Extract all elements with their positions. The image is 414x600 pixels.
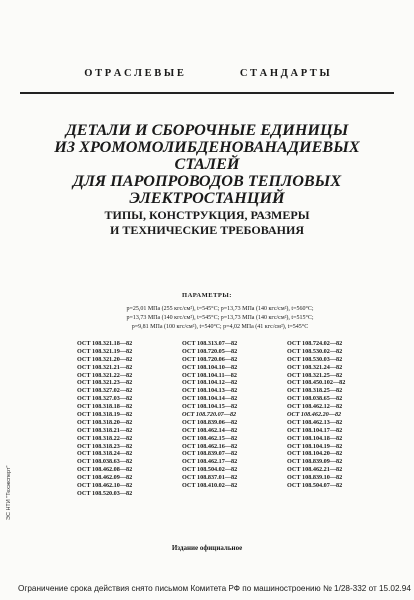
official-edition-note: Издание официальное (171, 544, 243, 552)
standard-entry: ОСТ 108.839.07—82 (182, 450, 238, 458)
standard-entry: ОСТ 108.104.18—82 (287, 434, 343, 442)
standard-entry: ОСТ 108.104.15—82 (182, 403, 238, 411)
standard-entry: ОСТ 108.720.07—82 (182, 411, 237, 419)
side-watermark: ЭС НТИ "Техэксперт" (6, 465, 12, 520)
footer-note: Ограничение срока действия снято письмом Комитета РФ по машиностроению № 1/28-332 от 15.02.94 (18, 584, 411, 593)
standard-entry: ОСТ 108.839.06—82 (182, 418, 238, 426)
standard-entry: ОСТ 108.327.03—82 (77, 395, 133, 403)
parameter-line: p=25,01 МПа (255 кгс/см²), t=545°С; p=13,73 МПа (140 кгс/см²), t=560°С; (126, 306, 314, 312)
standard-entry: ОСТ 108.104.11—82 (182, 371, 237, 379)
standard-entry: ОСТ 108.462.14—82 (182, 426, 238, 434)
subtitle-line: И ТЕХНИЧЕСКИЕ ТРЕБОВАНИЯ (110, 223, 304, 237)
title-line: ДЕТАЛИ И СБОРОЧНЫЕ ЕДИНИЦЫ (65, 121, 349, 139)
standard-entry: ОСТ 108.321.18—82 (77, 340, 133, 347)
standard-entry: ОСТ 108.104.12—82 (182, 379, 238, 387)
standard-entry: ОСТ 108.504.02—82 (182, 466, 238, 474)
standard-entry: ОСТ 108.318.23—82 (77, 442, 133, 450)
series-word-1: О Т Р А С Л Е В Ы Е (84, 68, 184, 79)
title-line: ДЛЯ ПАРОПРОВОДОВ ТЕПЛОВЫХ (72, 172, 342, 190)
standard-entry: ОСТ 108.038.65—82 (287, 395, 343, 403)
standard-entry: ОСТ 108.462.17—82 (182, 458, 238, 466)
header-rule (20, 92, 394, 94)
standard-entry: ОСТ 108.104.20—82 (287, 450, 343, 458)
standard-entry: ОСТ 108.318.21—82 (77, 426, 133, 434)
series-word-2: С Т А Н Д А Р Т Ы (239, 68, 330, 79)
parameters-heading: ПАРАМЕТРЫ: (182, 292, 232, 299)
standard-entry: ОСТ 108.450.102—82 (287, 379, 346, 387)
standard-entry: ОСТ 108.462.21—82 (287, 466, 343, 474)
standard-entry: ОСТ 108.530.03—82 (287, 355, 343, 363)
standard-entry: ОСТ 108.318.18—82 (77, 403, 133, 411)
series-heading (0, 68, 414, 79)
standard-entry: ОСТ 108.321.19—82 (77, 347, 133, 355)
standard-entry: ОСТ 108.321.24—82 (287, 363, 343, 371)
standards-column-3 (287, 340, 345, 490)
standard-entry: ОСТ 108.462.10—82 (77, 482, 133, 490)
standard-entry: ОСТ 108.318.25—82 (287, 387, 343, 395)
standard-entry: ОСТ 108.720.05—82 (182, 347, 238, 355)
standard-entry: ОСТ 108.837.01—82 (182, 474, 238, 482)
standard-entry: ОСТ 108.462.20—82 (287, 411, 342, 419)
document-subtitle (40, 208, 374, 238)
standard-entry: ОСТ 108.530.02—82 (287, 347, 343, 355)
standard-entry: ОСТ 108.462.13—82 (287, 418, 343, 426)
standard-entry: ОСТ 108.462.08—82 (77, 466, 133, 474)
document-title (40, 122, 374, 207)
standard-entry: ОСТ 108.104.13—82 (182, 387, 238, 395)
standard-entry: ОСТ 108.104.17—82 (287, 426, 343, 434)
standard-entry: ОСТ 108.104.19—82 (287, 442, 343, 450)
subtitle-line: ТИПЫ, КОНСТРУКЦИЯ, РАЗМЕРЫ (104, 208, 310, 222)
standard-entry: ОСТ 108.520.03—82 (77, 489, 133, 497)
title-line: ИЗ ХРОМОМОЛИБДЕНОВАНАДИЕВЫХ СТАЛЕЙ (54, 138, 360, 173)
standard-entry: ОСТ 108.720.06—82 (182, 355, 238, 363)
standard-entry: ОСТ 108.104.14—82 (182, 395, 238, 403)
standard-entry: ОСТ 108.321.23—82 (77, 379, 133, 387)
standard-entry: ОСТ 108.839.10—82 (287, 474, 343, 482)
standard-entry: ОСТ 108.318.20—82 (77, 418, 133, 426)
standard-entry: ОСТ 108.462.15—82 (182, 434, 238, 442)
standard-entry: ОСТ 108.318.22—82 (77, 434, 133, 442)
standard-entry: ОСТ 108.321.21—82 (77, 363, 133, 371)
standard-entry: ОСТ 108.104.10—82 (182, 363, 238, 371)
standards-column-1 (77, 340, 132, 498)
standard-entry: ОСТ 108.327.02—82 (77, 387, 133, 395)
standard-entry: ОСТ 108.462.09—82 (77, 474, 133, 482)
standard-entry: ОСТ 108.038.63—82 (77, 458, 133, 466)
standard-entry: ОСТ 108.318.19—82 (77, 411, 133, 419)
standard-entry: ОСТ 108.839.09—82 (287, 458, 343, 466)
standard-entry: ОСТ 108.504.07—82 (287, 482, 343, 490)
parameter-line: p=9,81 МПа (100 кгс/см²), t=540°С; p=4,02 МПа (41 кгс/см²), t=545°С (131, 324, 309, 330)
parameter-line: p=13,73 МПа (140 кгс/см²), t=545°С; p=13,73 МПа (140 кгс/см²), t=515°С; (126, 315, 314, 321)
standard-entry: ОСТ 108.410.02—82 (182, 482, 238, 490)
standard-entry: ОСТ 108.313.07—82 (182, 340, 238, 347)
standard-entry: ОСТ 108.462.12—82 (287, 403, 343, 411)
standard-entry: ОСТ 108.321.25—82 (287, 371, 343, 379)
standard-entry: ОСТ 108.318.24—82 (77, 450, 133, 458)
standard-entry: ОСТ 108.462.16—82 (182, 442, 238, 450)
standard-entry: ОСТ 108.321.20—82 (77, 355, 133, 363)
standard-entry: ОСТ 108.321.22—82 (77, 371, 133, 379)
standards-column-2 (182, 340, 237, 490)
title-line: ЭЛЕКТРОСТАНЦИЙ (129, 189, 285, 207)
standard-entry: ОСТ 108.724.02—82 (287, 340, 343, 347)
parameters-block (70, 305, 370, 332)
